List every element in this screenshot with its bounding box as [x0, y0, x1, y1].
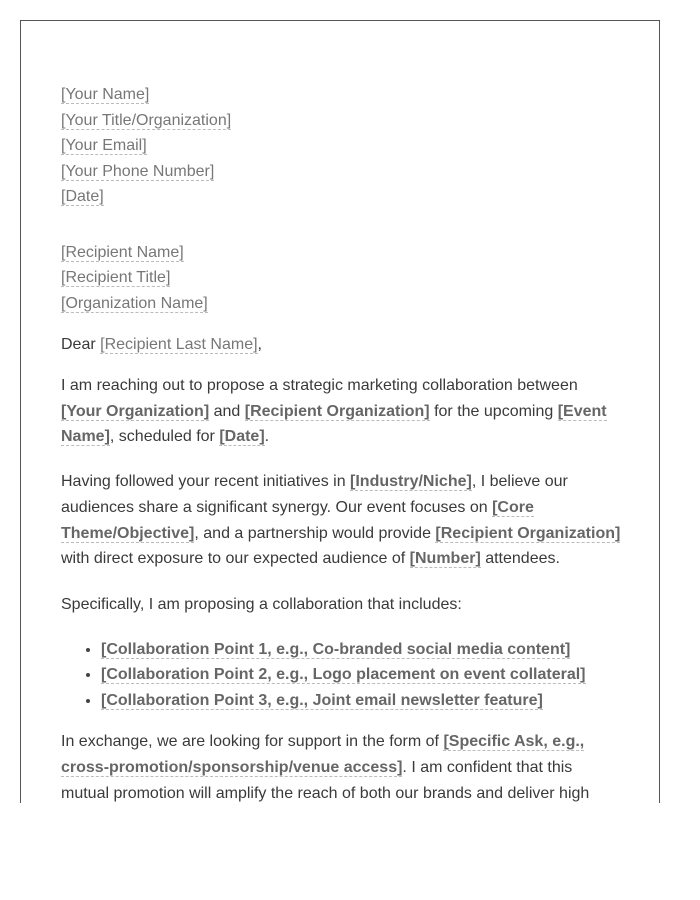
sender-email[interactable]: [Your Email]: [61, 137, 147, 154]
your-org-field[interactable]: [Your Organization]: [61, 402, 210, 420]
sender-title-org[interactable]: [Your Title/Organization]: [61, 111, 232, 129]
collaboration-point-1[interactable]: [Collaboration Point 1, e.g., Co-branded social media content]: [101, 640, 571, 658]
text-run: , I believe our audiences share a significant synergy. Our event focuses on: [61, 473, 568, 516]
text-run: Having followed your recent initiatives in: [61, 473, 351, 491]
sender-name[interactable]: [Your Name]: [61, 86, 150, 103]
salutation-prefix: Dear: [61, 336, 101, 353]
list-item: [101, 688, 621, 714]
collaboration-point-2[interactable]: [Collaboration Point 2, e.g., Logo placement on event collateral]: [101, 666, 586, 684]
event-name-field[interactable]: [Event Name]: [61, 402, 607, 446]
text-run: with direct exposure to our expected audience of: [61, 550, 410, 568]
event-date-field[interactable]: [Date]: [219, 428, 265, 446]
text-run: and: [209, 402, 245, 420]
sender-date[interactable]: [Date]: [61, 188, 104, 205]
number-field[interactable]: [Number]: [409, 550, 481, 568]
exchange-paragraph: [61, 729, 621, 803]
intro-paragraph: [61, 373, 621, 450]
salutation-suffix: ,: [257, 336, 262, 353]
synergy-paragraph: [61, 469, 621, 572]
salutation: [61, 332, 621, 357]
theme-field[interactable]: [Core Theme/Objective]: [61, 498, 534, 542]
letter-body: [61, 82, 621, 803]
text-run: attendees.: [480, 550, 560, 568]
text-run: , scheduled for: [109, 428, 220, 446]
recipient-org-field[interactable]: [Recipient Organization]: [244, 402, 430, 420]
industry-field[interactable]: [Industry/Niche]: [350, 473, 472, 491]
sender-block: [61, 82, 621, 210]
text-run: , and a partnership would provide: [194, 524, 436, 542]
recipient-org[interactable]: [Organization Name]: [61, 294, 208, 312]
recipient-name[interactable]: [Recipient Name]: [61, 243, 184, 261]
collaboration-point-3[interactable]: [Collaboration Point 3, e.g., Joint email newsletter feature]: [101, 691, 543, 709]
text-run: In exchange, we are looking for support in the form of: [61, 733, 444, 751]
recipient-org-field-2[interactable]: [Recipient Organization]: [435, 524, 621, 542]
text-run: .: [264, 428, 270, 446]
letter-page: [20, 20, 660, 803]
proposal-intro: Specifically, I am proposing a collaboration that includes:: [61, 595, 462, 613]
list-item: [101, 662, 621, 688]
sender-phone[interactable]: [Your Phone Number]: [61, 162, 215, 180]
specific-ask-field[interactable]: [Specific Ask, e.g., cross-promotion/sponsorship/venue access]: [61, 733, 585, 776]
recipient-last-name[interactable]: [Recipient Last Name]: [100, 336, 258, 353]
recipient-block: [61, 240, 621, 317]
recipient-title[interactable]: [Recipient Title]: [61, 269, 171, 286]
list-item: [101, 637, 621, 663]
text-run: . I am confident that this mutual promotion will amplify the reach of both our brands and deliver high: [61, 758, 590, 802]
text-run: I am reaching out to propose a strategic marketing collaboration between: [61, 377, 578, 394]
collaboration-list: [61, 637, 621, 714]
text-run: for the upcoming: [429, 402, 558, 420]
